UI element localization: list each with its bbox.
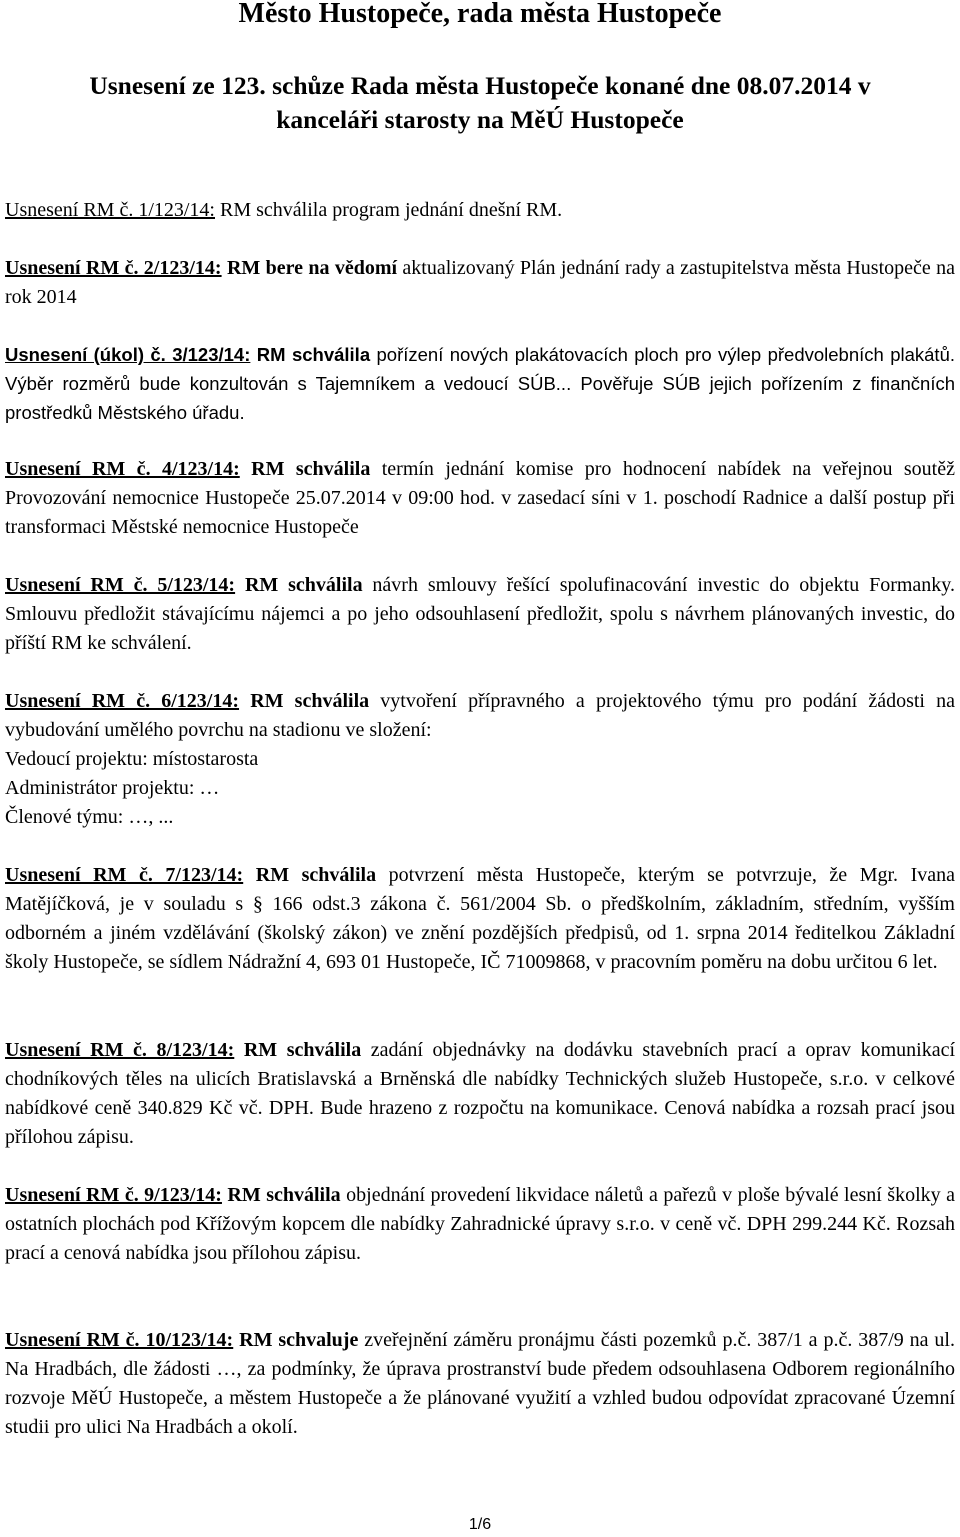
resolution-heading: Usnesení RM č. 8/123/14: (5, 1039, 235, 1061)
resolution-verb: RM schválila (235, 574, 363, 596)
resolution-heading: Usnesení RM č. 2/123/14: (5, 257, 222, 279)
resolution-text: termín jednání komise pro hodnocení nabídek na veřejnou soutěž Provozování nemocnice Hustopeče 25.07.2014 v 09:00 hod. v zasedací síni v 1. poschodí Radnice a další postup při transformaci Městské nemocnice Hustopeče (5, 458, 955, 538)
resolution-10 (5, 1326, 955, 1442)
team-administrator-line: Administrátor projektu: … (5, 777, 220, 799)
resolution-8 (5, 1036, 955, 1152)
page-number: 1/6 (468, 1516, 492, 1533)
resolution-text: vytvoření přípravného a projektového týmu pro podání žádosti na vybudování umělého povrchu na stadionu ve složení: (5, 690, 955, 741)
resolution-heading: Usnesení RM č. 1/123/14: (5, 199, 215, 221)
resolution-5 (5, 571, 955, 658)
resolution-verb: RM schválila (250, 344, 371, 365)
resolution-7 (5, 861, 955, 977)
resolution-4 (5, 455, 955, 542)
resolution-text: aktualizovaný Plán jednání rady a zastupitelstva města Hustopeče na rok 2014 (5, 257, 955, 308)
resolution-text: návrh smlouvy řešící spolufinacování investic do objektu Formanky. Smlouvu předložit stávajícímu nájemci a po jeho odsouhlasení předložit, spolu s návrhem plánovaných investic, do příští RM ke schválení. (5, 574, 955, 654)
resolution-6 (5, 687, 955, 832)
resolution-3 (5, 340, 955, 427)
resolution-2 (5, 254, 955, 312)
resolution-verb: RM schválila (221, 1184, 341, 1206)
document-title: Město Hustopeče, rada města Hustopeče (238, 0, 722, 29)
resolution-verb: RM schvaluje (233, 1329, 359, 1351)
resolution-9 (5, 1181, 955, 1268)
team-members-line: Členové týmu: …, ... (5, 806, 174, 828)
session-heading-line1: Usnesení ze 123. schůze Rada města Hustopeče konané dne 08.07.2014 v (89, 71, 871, 100)
resolution-heading: Usnesení (úkol) č. 3/123/14: (5, 344, 251, 365)
resolution-verb: RM schválila (239, 458, 371, 480)
resolution-text: pořízení nových plakátovacích ploch pro výlep předvolebních plakátů. Výběr rozměrů bude konzultován s Tajemníkem a vedoucí SÚB... Pověřuje SÚB jejich pořízením z finančních prostředků Městského úřadu. (5, 344, 955, 423)
resolution-text: potvrzení města Hustopeče, kterým se potvrzuje, že Mgr. Ivana Matějíčková, je v souladu s § 166 odst.3 zákona č. 561/2004 Sb. o předškolním, základním, středním, vyšším odborném a jiném vzdělávání (školský zákon) ve znění pozdějších předpisů, od 1. srpna 2014 ředitelkou Základní školy Hustopeče, se sídlem Nádražní 4, 693 01 Hustopeče, IČ 71009868, v pracovním poměru na dobu určitou 6 let. (5, 864, 955, 973)
resolution-verb: RM bere na vědomí (221, 257, 398, 279)
session-heading-line2: kanceláři starosty na MěÚ Hustopeče (276, 105, 684, 134)
resolution-heading: Usnesení RM č. 5/123/14: (5, 574, 236, 596)
resolution-verb: RM schválila (243, 864, 377, 886)
resolution-heading: Usnesení RM č. 6/123/14: (5, 690, 240, 712)
resolution-text: zadání objednávky na dodávku stavebních prací a oprav komunikací chodníkových těles na ulicích Bratislavská a Brněnská dle nabídky Technických služeb Hustopeče, s.r.o. v celkové nabídkové ceně 340.829 Kč vč. DPH. Bude hrazeno z rozpočtu na komunikace. Cenová nabídka a rozsah prací jsou přílohou zápisu. (5, 1039, 955, 1148)
resolution-heading: Usnesení RM č. 10/123/14: (5, 1329, 234, 1351)
resolution-heading: Usnesení RM č. 7/123/14: (5, 864, 244, 886)
team-leader-line: Vedoucí projektu: místostarosta (5, 748, 259, 770)
resolution-verb: RM schválila (234, 1039, 362, 1061)
resolution-text: zveřejnění záměru pronájmu části pozemků p.č. 387/1 a p.č. 387/9 na ul. Na Hradbách, dle žádosti …, za podmínky, že úprava prostranství bude předem odsouhlasena Odborem regionálního rozvoje MěÚ Hustopeče, a městem Hustopeče a že plánované využití a vzhled budou odpovídat zpracované Územní studii pro ulici Na Hradbách a okolí. (5, 1329, 955, 1438)
resolution-text: RM schválila program jednání dnešní RM. (215, 199, 563, 221)
resolution-1 (5, 196, 955, 225)
resolution-heading: Usnesení RM č. 9/123/14: (5, 1184, 222, 1206)
resolution-text: objednání provedení likvidace náletů a pařezů v ploše bývalé lesní školky a ostatních plochách pod Křížovým kopcem dle nabídky Zahradnické úpravy s.r.o. v ceně vč. DPH 299.244 Kč. Rozsah prací a cenová nabídka jsou přílohou zápisu. (5, 1184, 955, 1264)
resolution-verb: RM schválila (239, 690, 370, 712)
resolution-heading: Usnesení RM č. 4/123/14: (5, 458, 240, 480)
